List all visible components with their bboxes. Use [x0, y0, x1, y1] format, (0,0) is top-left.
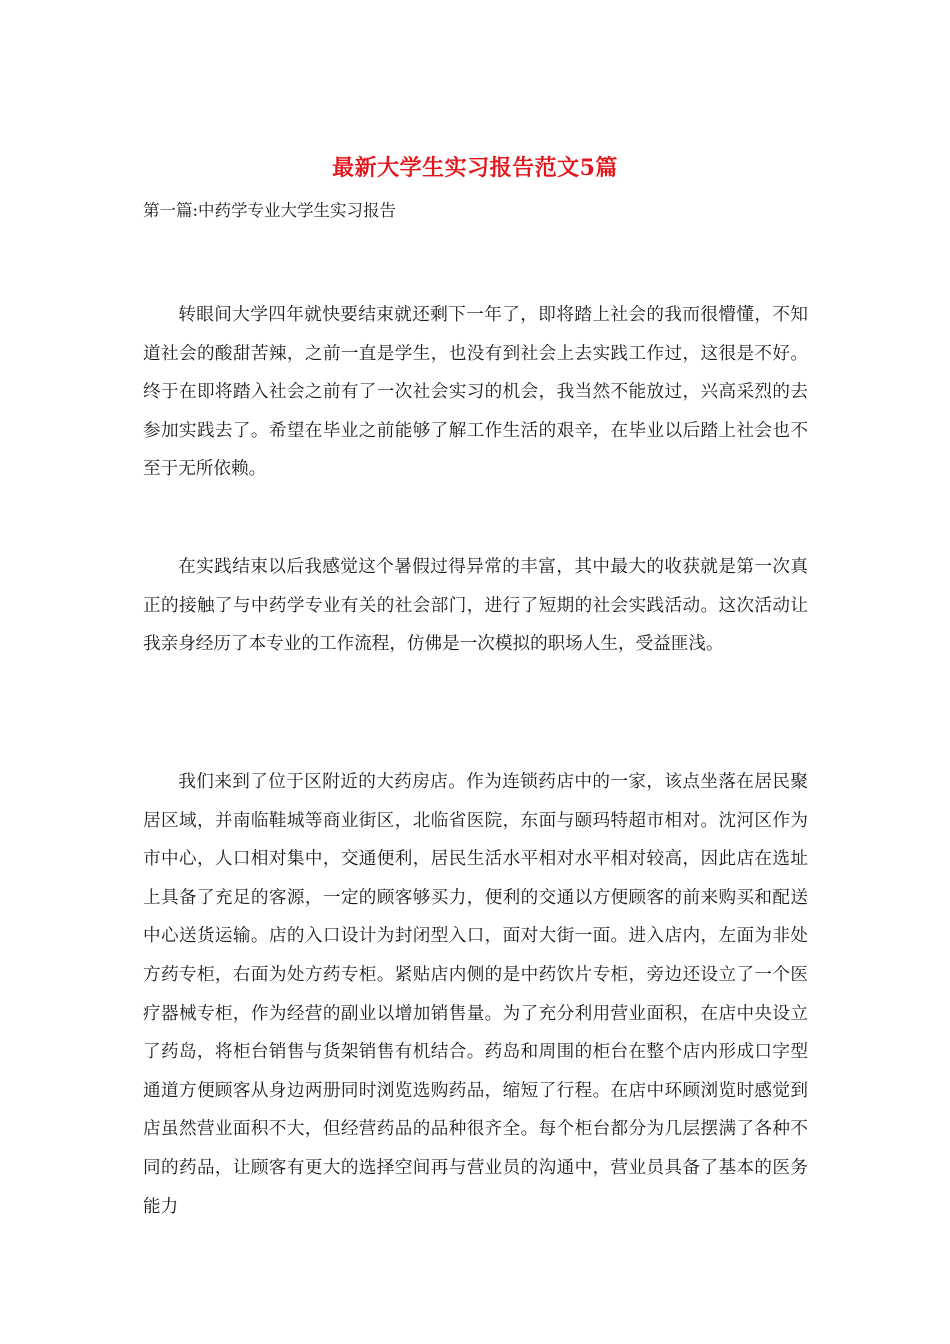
paragraph-2: 在实践结束以后我感觉这个暑假过得异常的丰富，其中最大的收获就是第一次真正的接触了与中药学专业有关的社会部门，进行了短期的社会实践活动。这次活动让我亲身经历了本专业的工作流程，仿佛是一次模拟的职场人生，受益匪浅。: [143, 557, 808, 655]
section-heading: 第一篇:中药学专业大学生实习报告: [143, 201, 397, 220]
document-title: 最新大学生实习报告范文5篇: [332, 155, 618, 181]
paragraph-3: 我们来到了位于区附近的大药房店。作为连锁药店中的一家，该点坐落在居民聚居区域，并南临鞋城等商业街区，北临省医院，东面与颐玛特超市相对。沈河区作为市中心，人口相对集中，交通便利，居民生活水平相对水平相对较高，因此店在选址上具备了充足的客源，一定的顾客够买力，便利的交通以方便顾客的前来购买和配送中心送货运输。店的入口设计为封闭型入口，面对大街一面。进入店内，左面为非处方药专柜，右面为处方药专柜。紧贴店内侧的是中药饮片专柜，旁边还设立了一个医疗器械专柜，作为经营的副业以增加销售量。为了充分利用营业面积，在店中央设立了药岛，将柜台销售与货架销售有机结合。药岛和周围的柜台在整个店内形成口字型通道方便顾客从身边两册同时浏览选购药品，缩短了行程。在店中环顾浏览时感觉到店虽然营业面积不大，但经营药品的品种很齐全。每个柜台都分为几层摆满了各种不同的药品，让顾客有更大的选择空间再与营业员的沟通中，营业员具备了基本的医务能力: [143, 772, 808, 1217]
paragraph-1: 转眼间大学四年就快要结束就还剩下一年了，即将踏上社会的我而很懵懂，不知道社会的酸甜苦辣，之前一直是学生，也没有到社会上去实践工作过，这很是不好。终于在即将踏入社会之前有了一次社会实习的机会，我当然不能放过，兴高采烈的去参加实践去了。希望在毕业之前能够了解工作生活的艰辛，在毕业以后踏上社会也不至于无所依赖。: [143, 305, 808, 480]
